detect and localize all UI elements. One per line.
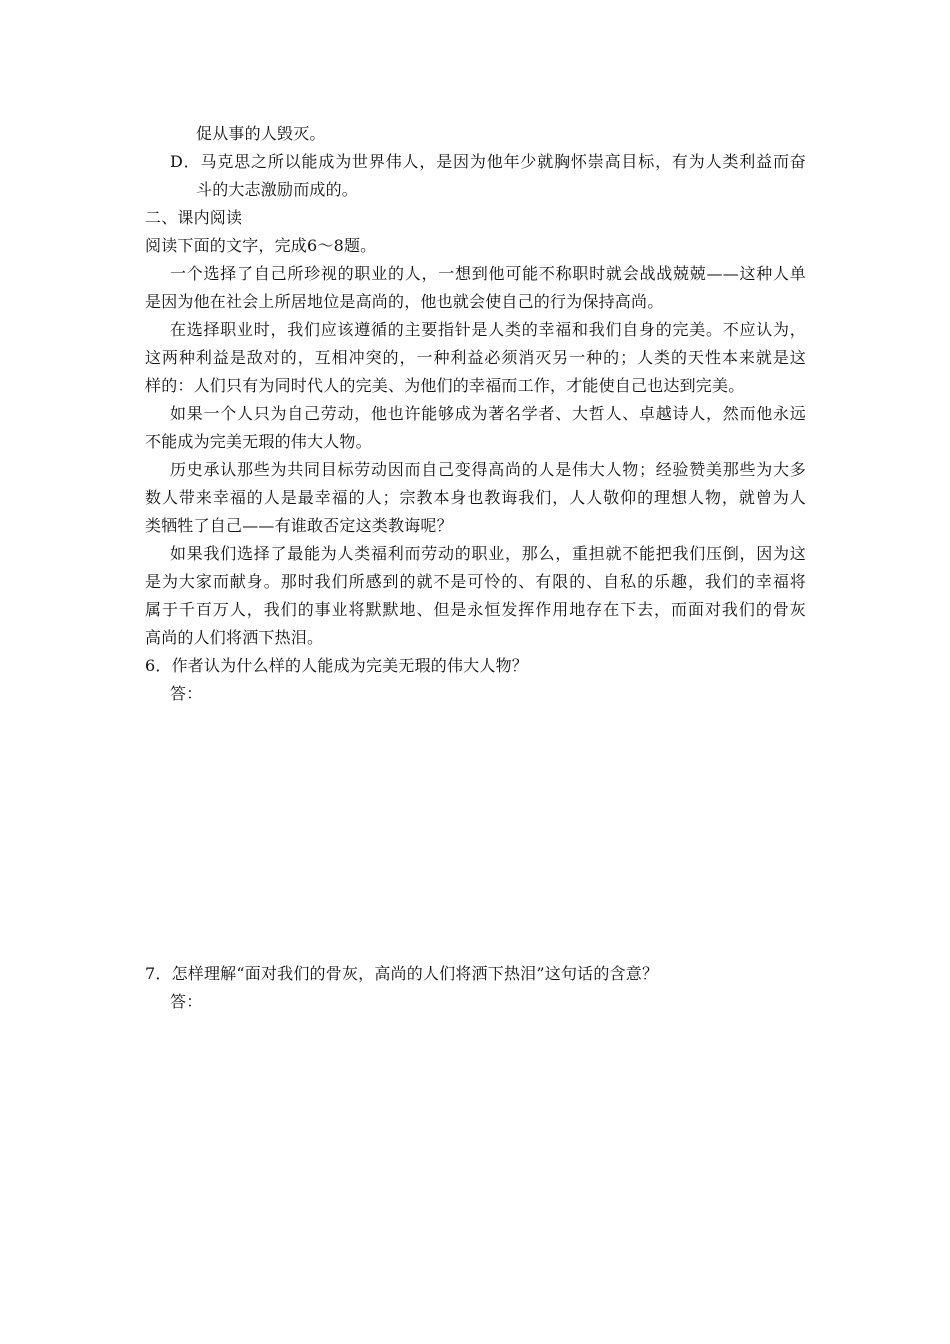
passage-p5-line-3: 属于千百万人，我们的事业将默默地、但是永恒发挥作用地存在下去，而面对我们的骨灰 (145, 600, 806, 619)
question-6-answer-label: 答： (170, 684, 203, 703)
passage-p2-line-2: 这两种利益是敌对的，互相冲突的，一种利益必须消灭另一种的；人类的天性本来就是这 (145, 348, 806, 367)
passage-p5-line-1: 如果我们选择了最能为人类福利而劳动的职业，那么，重担就不能把我们压倒，因为这 (170, 544, 806, 563)
passage-p5-line-4: 高尚的人们将洒下热泪。 (145, 628, 324, 647)
option-d-line-1: D．马克思之所以能成为世界伟人，是因为他年少就胸怀崇高目标，有为人类利益而奋 (170, 152, 806, 171)
passage-p4-line-3: 类牺牲了自己——有谁敢否定这类教诲呢？ (145, 516, 453, 535)
passage-p5-line-2: 是为大家而献身。那时我们所感到的就不是可怜的、有限的、自私的乐趣，我们的幸福将 (145, 572, 806, 591)
question-7-answer-label: 答： (170, 992, 203, 1011)
question-7: 7．怎样理解“面对我们的骨灰，高尚的人们将洒下热泪”这句话的含意？ (145, 964, 659, 983)
passage-p3-line-1: 如果一个人只为自己劳动，他也许能够成为著名学者、大哲人、卓越诗人，然而他永远 (170, 404, 806, 423)
section-heading: 二、课内阅读 (145, 208, 243, 227)
question-6: 6．作者认为什么样的人能成为完美无瑕的伟大人物？ (145, 656, 528, 675)
question-7-answer-space[interactable] (170, 1018, 806, 1258)
passage-p4-line-1: 历史承认那些为共同目标劳动因而自己变得高尚的人是伟大人物；经验赞美那些为大多 (170, 460, 806, 479)
option-c-continuation: 促从事的人毁灭。 (196, 124, 326, 143)
question-6-answer-space[interactable] (170, 710, 806, 950)
reading-instruction: 阅读下面的文字，完成6～8题。 (145, 236, 377, 255)
passage-p1-line-2: 是因为他在社会上所居地位是高尚的，他也就会使自己的行为保持高尚。 (145, 292, 664, 311)
passage-p4-line-2: 数人带来幸福的人是最幸福的人；宗教本身也教诲我们，人人敬仰的理想人物，就曾为人 (145, 488, 806, 507)
option-d-line-2: 斗的大志激励而成的。 (196, 180, 359, 199)
passage-p2-line-1: 在选择职业时，我们应该遵循的主要指针是人类的幸福和我们自身的完美。不应认为， (170, 320, 806, 339)
passage-p1-line-1: 一个选择了自己所珍视的职业的人，一想到他可能不称职时就会战战兢兢——这种人单 (170, 264, 806, 283)
passage-p2-line-3: 样的：人们只有为同时代人的完美、为他们的幸福而工作，才能使自己也达到完美。 (145, 376, 745, 395)
passage-p3-line-2: 不能成为完美无瑕的伟大人物。 (145, 432, 372, 451)
